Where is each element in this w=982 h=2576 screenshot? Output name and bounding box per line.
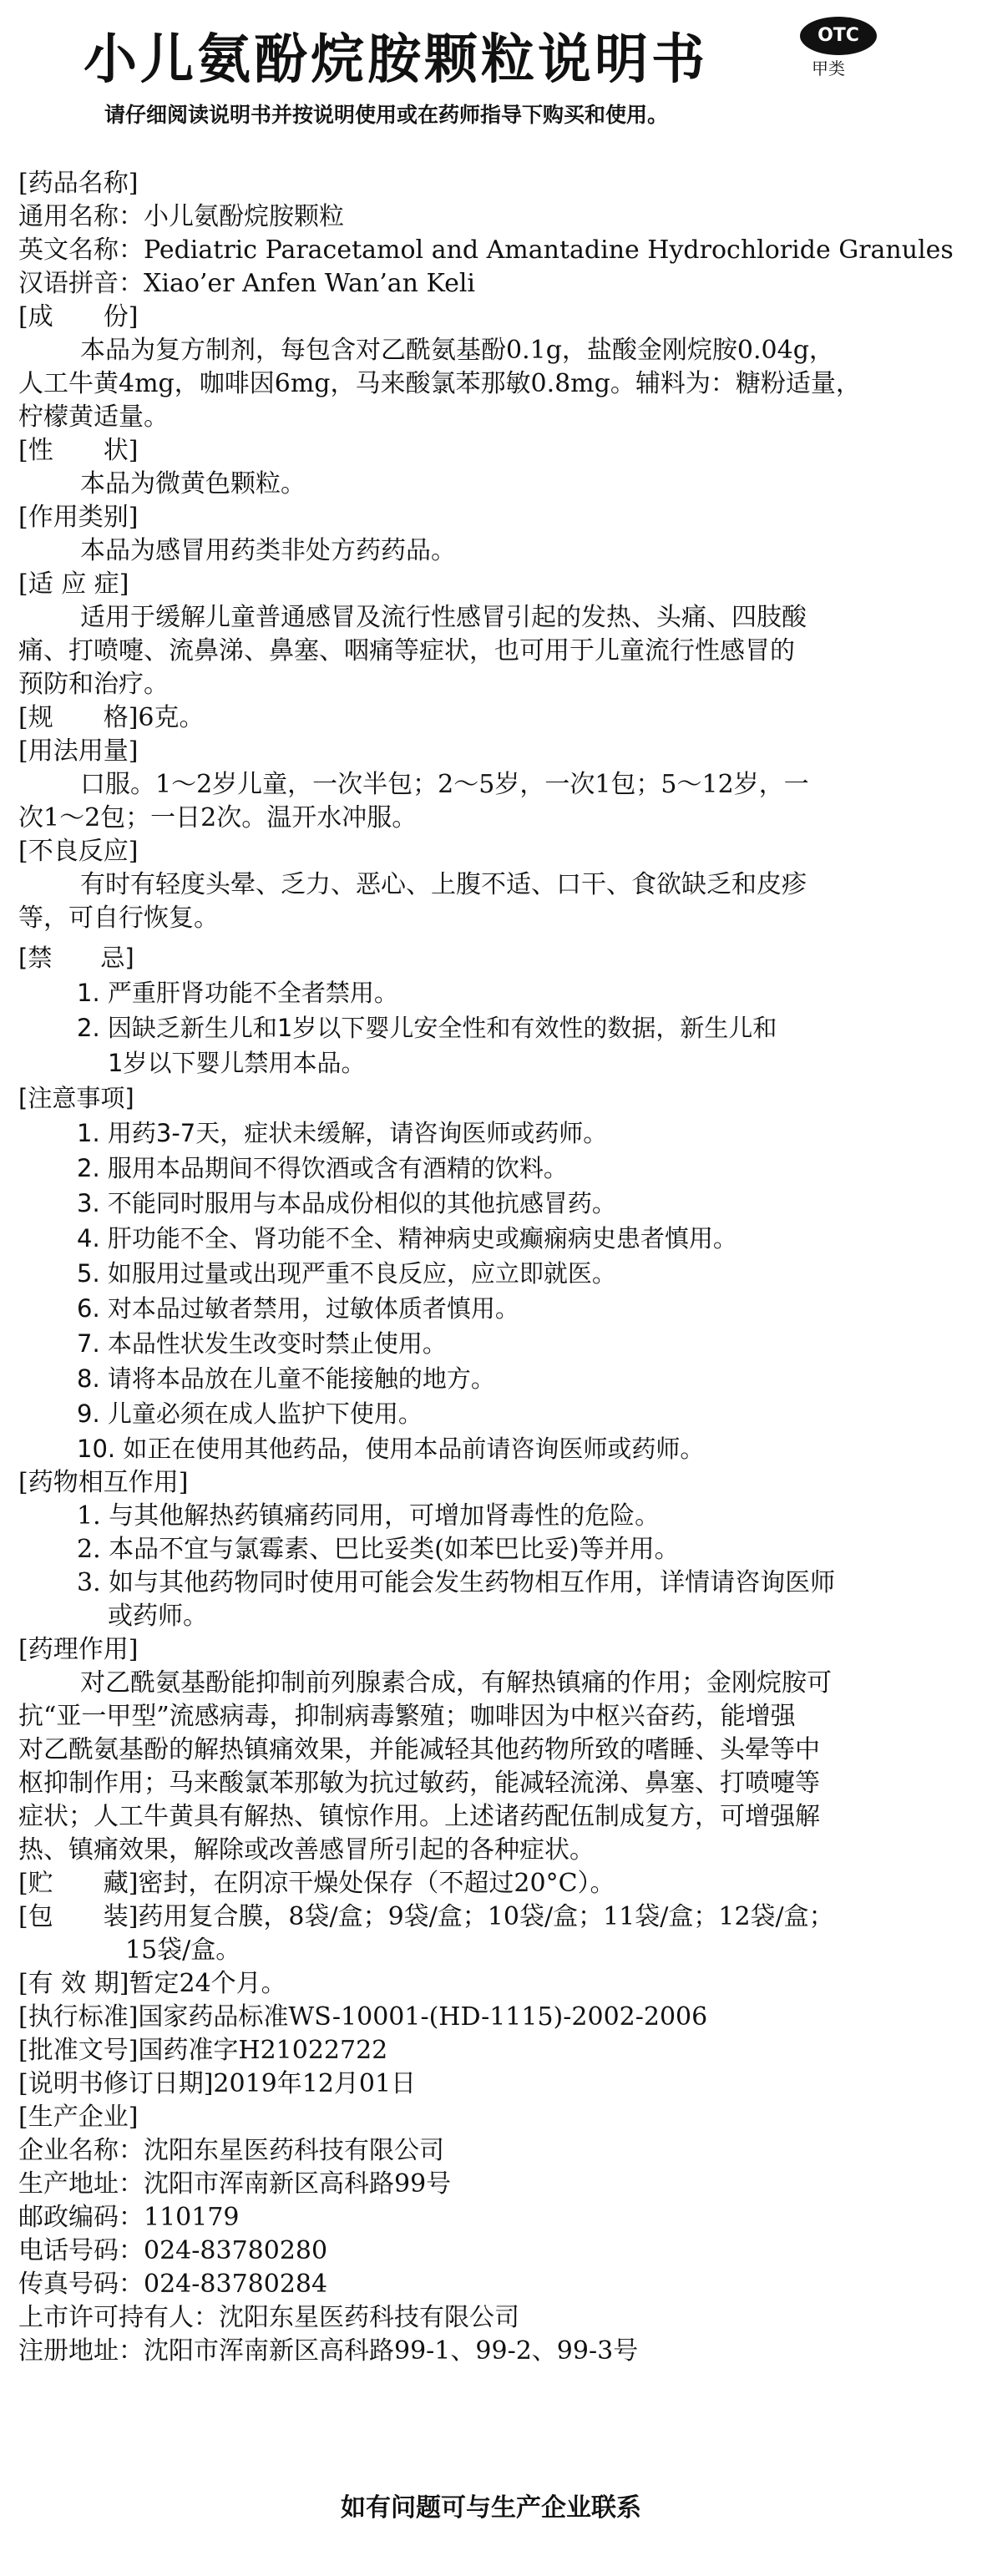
section-heading: [药品名称]	[18, 169, 139, 198]
postal-code: 邮政编码：110179	[18, 2203, 240, 2232]
section-heading: [药理作用]	[18, 1635, 139, 1664]
list-item: 10. 如正在使用其他药品，使用本品前请咨询医师或药师。	[77, 1435, 705, 1463]
section-interactions	[18, 1466, 962, 1633]
section-validity: [有 效 期]暂定24个月。	[18, 1969, 286, 1998]
paragraph-line: 等，可自行恢复。	[18, 903, 219, 933]
section-indications	[18, 568, 962, 701]
section-revision: [说明书修订日期]2019年12月01日	[18, 2069, 417, 2098]
section-composition	[18, 301, 962, 434]
list-item: 2. 服用本品期间不得饮酒或含有酒精的饮料。	[77, 1154, 568, 1182]
generic-name: 通用名称：小儿氨酚烷胺颗粒	[18, 202, 344, 231]
section-drug-name	[18, 167, 962, 301]
paragraph-line: 本品为感冒用药类非处方药药品。	[80, 536, 456, 565]
list-item: 8. 请将本品放在儿童不能接触的地方。	[77, 1364, 495, 1393]
section-heading: [注意事项]	[18, 1084, 134, 1112]
section-heading: [作用类别]	[18, 503, 139, 532]
contra-list	[18, 975, 962, 1081]
paragraph-line: 柠檬黄适量。	[18, 402, 169, 432]
paragraph-line: 本品为复方制剂，每包含对乙酰氨基酚0.1g，盐酸金刚烷胺0.04g，	[80, 336, 834, 365]
list-item: 3. 不能同时服用与本品成份相似的其他抗感冒药。	[77, 1189, 616, 1217]
document-title: 小儿氨酚烷胺颗粒说明书	[84, 29, 708, 91]
license-holder: 上市许可持有人：沈阳东星医药科技有限公司	[18, 2303, 519, 2332]
interactions-list	[18, 1500, 962, 1633]
section-character	[18, 434, 962, 501]
contact-footer: 如有问题可与生产企业联系	[341, 2493, 641, 2523]
paragraph-line: 预防和治疗。	[18, 670, 169, 699]
fax-number: 传真号码：024-83780284	[18, 2270, 328, 2299]
list-item: 4. 肝功能不全、肾功能不全、精神病史或癫痫病史患者慎用。	[77, 1224, 737, 1253]
section-heading: [成 份]	[18, 302, 139, 331]
section-approval: [批准文号]国药准字H21022722	[18, 2036, 388, 2065]
list-item: 2. 因缺乏新生儿和1岁以下婴儿安全性和有效性的数据，新生儿和	[77, 1014, 777, 1042]
list-item-continuation: 1岁以下婴儿禁用本品。	[108, 1049, 366, 1077]
paragraph-line: 抗“亚一甲型”流感病毒，抑制病毒繁殖；咖啡因为中枢兴奋药，能增强	[18, 1702, 796, 1731]
section-usage	[18, 735, 962, 835]
section-category	[18, 501, 962, 568]
paragraph-line: 痛、打喷嚏、流鼻涕、鼻塞、咽痛等症状，也可用于儿童流行性感冒的	[18, 636, 795, 666]
list-item: 7. 本品性状发生改变时禁止使用。	[77, 1329, 447, 1358]
list-item: 3. 如与其他药物同时使用可能会发生药物相互作用，详情请咨询医师	[77, 1568, 836, 1597]
section-heading: [适 应 症]	[18, 569, 129, 599]
phone-number: 电话号码：024-83780280	[18, 2236, 328, 2265]
list-item: 9. 儿童必须在成人监护下使用。	[77, 1399, 423, 1428]
list-item: 2. 本品不宜与氯霉素、巴比妥类(如苯巴比妥)等并用。	[77, 1535, 680, 1564]
list-item: 1. 用药3-7天，症状未缓解，请咨询医师或药师。	[77, 1119, 608, 1147]
precautions-list	[18, 1116, 962, 1466]
list-item: 1. 与其他解热药镇痛药同用，可增加肾毒性的危险。	[77, 1501, 661, 1531]
otc-class-label: 甲类	[812, 58, 845, 78]
paragraph-line: [包 装]药用复合膜，8袋/盒；9袋/盒；10袋/盒；11袋/盒；12袋/盒；	[18, 1902, 834, 1931]
list-item: 1. 严重肝肾功能不全者禁用。	[77, 979, 398, 1007]
paragraph-line: 对乙酰氨基酚能抑制前列腺素合成，有解热镇痛的作用；金刚烷胺可	[80, 1668, 832, 1698]
list-item: 5. 如服用过量或出现严重不良反应，应立即就医。	[77, 1259, 616, 1288]
section-heading: [生产企业]	[18, 2103, 139, 2132]
section-package	[18, 1900, 962, 1967]
leaflet-body	[18, 167, 962, 2368]
section-heading: [性 状]	[18, 436, 139, 465]
list-item-continuation: 或药师。	[108, 1602, 208, 1631]
list-item: 6. 对本品过敏者禁用，过敏体质者慎用。	[77, 1294, 519, 1323]
section-heading: [药物相互作用]	[18, 1468, 189, 1497]
paragraph-line: 次1～2包；一日2次。温开水冲服。	[18, 803, 418, 833]
paragraph-line: 有时有轻度头晕、乏力、恶心、上腹不适、口干、食欲缺乏和皮疹	[80, 870, 807, 899]
paragraph-line: 口服。1～2岁儿童，一次半包；2～5岁，一次1包；5～12岁，一	[80, 770, 809, 799]
paragraph-line: 对乙酰氨基酚的解热镇痛效果，并能减轻其他药物所致的嗜睡、头晕等中	[18, 1735, 820, 1764]
paragraph-line: 15袋/盒。	[125, 1936, 241, 1965]
english-name: 英文名称：Pediatric Paracetamol and Amantadine Hydrochloride Granules	[18, 235, 954, 265]
paragraph-line: 枢抑制作用；马来酸氯苯那敏为抗过敏药，能减轻流涕、鼻塞、打喷嚏等	[18, 1769, 820, 1798]
section-adverse	[18, 835, 962, 935]
section-heading: [不良反应]	[18, 837, 139, 866]
paragraph-line: 适用于缓解儿童普通感冒及流行性感冒引起的发热、头痛、四肢酸	[80, 603, 807, 632]
section-precautions	[18, 1081, 962, 1466]
otc-badge: OTC	[800, 17, 877, 55]
pinyin-name: 汉语拼音：Xiao’er Anfen Wan’an Keli	[18, 269, 476, 298]
production-address: 生产地址：沈阳市浑南新区高科路99号	[18, 2169, 452, 2199]
paragraph-line: 人工牛黄4mg，咖啡因6mg，马来酸氯苯那敏0.8mg。辅料为：糖粉适量，	[18, 369, 861, 398]
company-name: 企业名称：沈阳东星医药科技有限公司	[18, 2136, 444, 2165]
usage-advice: 请仔细阅读说明书并按说明使用或在药师指导下购买和使用。	[104, 103, 669, 127]
section-contraindications	[18, 940, 962, 1081]
paragraph-line: 症状；人工牛黄具有解热、镇惊作用。上述诸药配伍制成复方，可增强解	[18, 1802, 820, 1831]
section-storage: [贮 藏]密封，在阴凉干燥处保存（不超过20°C）。	[18, 1869, 615, 1898]
section-spec: [规 格]6克。	[18, 703, 205, 732]
paragraph-line: 本品为微黄色颗粒。	[80, 469, 306, 498]
section-standard: [执行标准]国家药品标准WS-10001-(HD-1115)-2002-2006	[18, 2002, 708, 2032]
section-pharmacology	[18, 1633, 962, 1867]
section-manufacturer	[18, 2101, 962, 2368]
registered-address: 注册地址：沈阳市浑南新区高科路99-1、99-2、99-3号	[18, 2336, 639, 2366]
section-heading: [用法用量]	[18, 736, 139, 766]
paragraph-line: 热、镇痛效果，解除或改善感冒所引起的各种症状。	[18, 1835, 595, 1865]
section-heading: [禁 忌]	[18, 944, 134, 972]
